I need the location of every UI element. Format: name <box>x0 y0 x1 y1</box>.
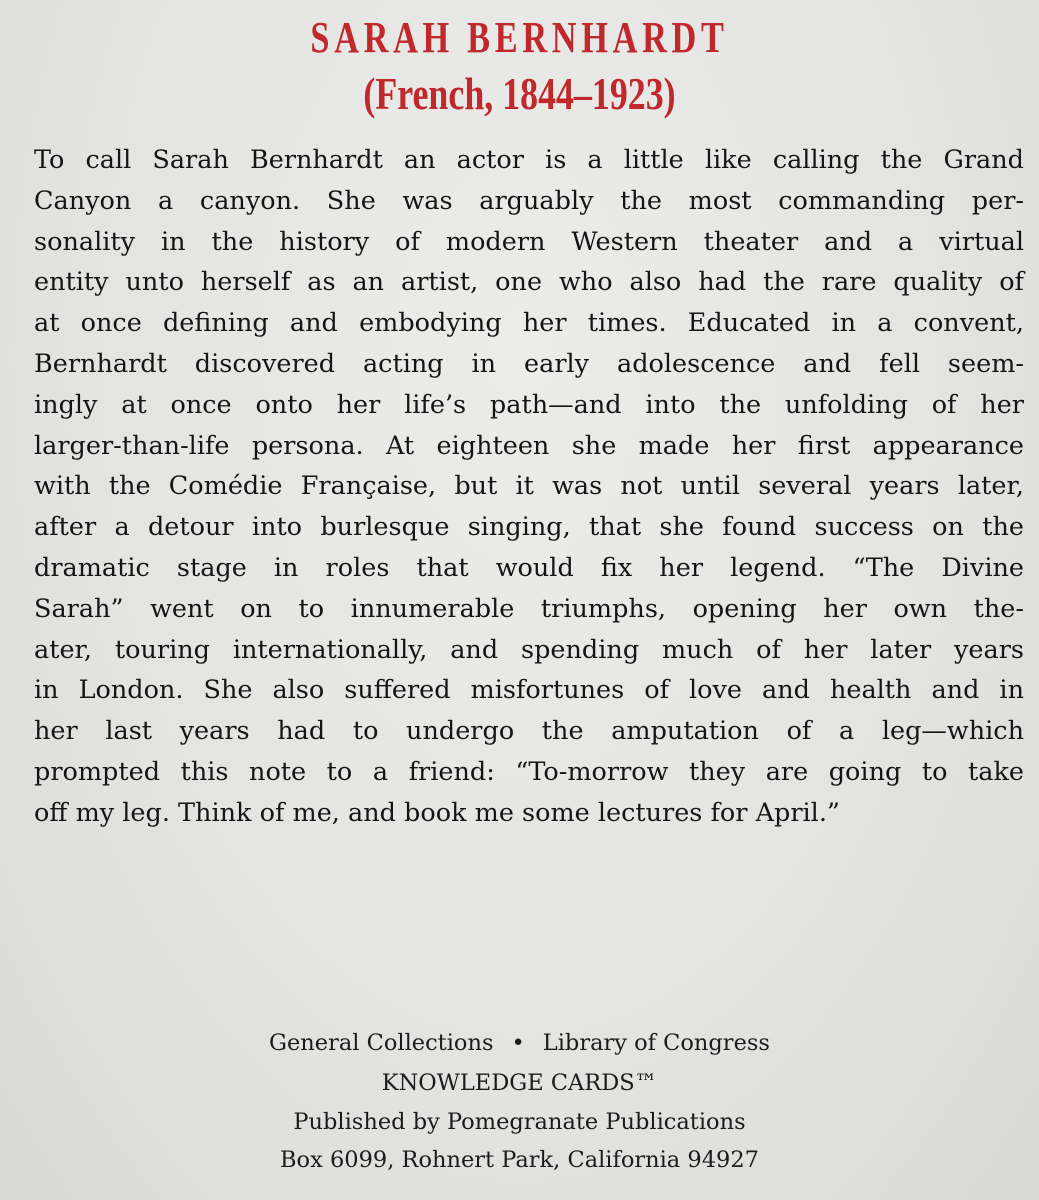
brand-line: KNOWLEDGE CARDS™ <box>381 1070 658 1096</box>
body-line: at once defining and embodying her times. Educated in a convent, <box>34 308 1024 339</box>
body-line: Sarah” went on to innumerable triumphs, opening her own the- <box>34 593 1024 624</box>
address-line: Box 6099, Rohnert Park, California 94927 <box>280 1147 759 1173</box>
body-line: after a detour into burlesque singing, that she found success on the <box>34 512 1024 543</box>
body-line: in London. She also suffered misfortunes of love and health and in <box>34 675 1024 706</box>
body-line: Canyon a canyon. She was arguably the most commanding per- <box>34 185 1024 216</box>
body-line: prompted this note to a friend: “To-morrow they are going to take <box>34 756 1024 787</box>
body-line: Bernhardt discovered acting in early adolescence and fell seem- <box>34 348 1024 379</box>
collection-credit <box>0 1028 1039 1058</box>
body-line: entity unto herself as an artist, one who also had the rare quality of <box>34 267 1024 298</box>
body-line: off my leg. Think of me, and book me some lectures for April.” <box>34 797 840 828</box>
collection-name: General Collections <box>269 1030 494 1056</box>
body-line: ingly at once onto her life’s path—and into the unfolding of her <box>34 389 1024 420</box>
biography-paragraph <box>34 140 1024 834</box>
publisher-line: Published by Pomegranate Publications <box>293 1109 746 1135</box>
body-line: larger-than-life persona. At eighteen she made her first appearance <box>34 430 1024 461</box>
body-line: her last years had to undergo the amputation of a leg—which <box>34 716 1024 747</box>
body-line: sonality in the history of modern Western theater and a virtual <box>34 226 1024 257</box>
library-name: Library of Congress <box>542 1030 770 1056</box>
body-line: To call Sarah Bernhardt an actor is a little like calling the Grand <box>34 145 1024 175</box>
card-title: SARAH BERNHARDT <box>310 13 729 62</box>
body-line: ater, touring internationally, and spending much of her later years <box>34 634 1024 665</box>
body-line: dramatic stage in roles that would fix her legend. “The Divine <box>34 552 1024 583</box>
card-subtitle: (French, 1844–1923) <box>363 68 676 119</box>
body-line: with the Comédie Française, but it was not until several years later, <box>34 471 1024 502</box>
bullet-separator: • <box>511 1030 525 1056</box>
